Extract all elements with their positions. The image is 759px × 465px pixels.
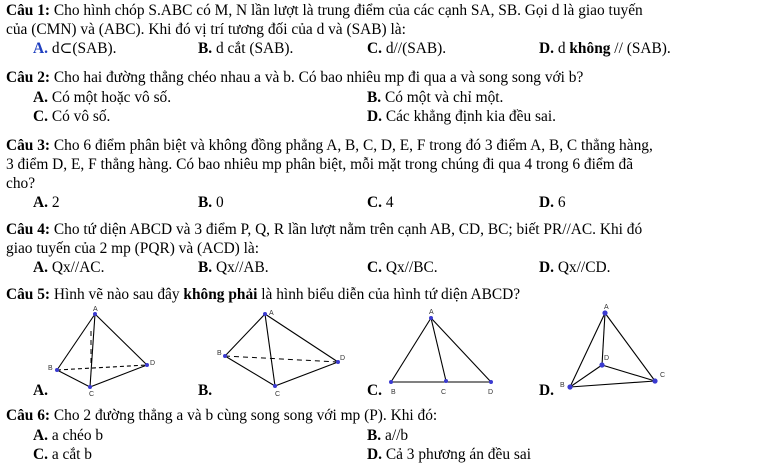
q1-stem-line1 (6, 2, 643, 20)
svg-text:C: C (441, 389, 447, 396)
q6-option-b[interactable]: B. a//b (367, 427, 409, 444)
svg-text:C: C (275, 391, 281, 398)
q4-text2: giao tuyến của 2 mp (PQR) và (ACD) là: (6, 240, 260, 257)
q2-label: Câu 2: (6, 69, 51, 86)
svg-text:D: D (150, 360, 156, 367)
q4-stem-line1: Câu 4: Cho tứ diện ABCD và 3 điểm P, Q, R lần lượt nằm trên cạnh AB, CD, BC; biết PR//AC. Khi đó (6, 221, 643, 238)
svg-text:D: D (604, 355, 610, 362)
q6-label: Câu 6: (6, 407, 51, 424)
q6-stem: Câu 6: Cho 2 đường thẳng a và b cùng song song với mp (P). Khi đó: (6, 407, 438, 424)
q5-option-d[interactable]: D. (539, 382, 554, 399)
q6-option-d[interactable]: D. Cả 3 phương án đều sai (367, 446, 531, 463)
q5-stem: Câu 5: Hình vẽ nào sau đây không phải là hình biểu diễn của hình tứ diện ABCD? (6, 286, 521, 303)
q2-option-b[interactable]: B. Có một và chỉ một. (367, 89, 504, 106)
svg-text:C: C (660, 372, 666, 379)
q1-label: Câu 1: (6, 2, 51, 19)
svg-text:B: B (48, 365, 53, 372)
q3-option-b[interactable]: B. 0 (198, 194, 224, 211)
q1-option-a[interactable]: A. d⊂(SAB). (33, 40, 117, 57)
svg-text:A: A (93, 306, 98, 313)
svg-text:D: D (488, 389, 494, 396)
q6-option-c[interactable]: C. a cắt b (33, 446, 92, 463)
tetrahedron-figure-c (381, 306, 521, 398)
svg-text:A: A (604, 304, 609, 311)
svg-text:B: B (560, 382, 565, 389)
tetrahedron-figure-b (213, 306, 353, 398)
q2-stem: Câu 2: Cho hai đường thẳng chéo nhau a và b. Có bao nhiêu mp đi qua a và song song với b? (6, 69, 584, 86)
q4-label: Câu 4: (6, 221, 51, 238)
q1-text2: của (CMN) và (ABC). Khi đó vị trí tương đối của d và (SAB) là: (6, 21, 406, 38)
svg-text:D: D (340, 355, 346, 362)
q3-option-a[interactable]: A. 2 (33, 194, 60, 211)
q2-option-d[interactable]: D. Các khẳng định kia đều sai. (367, 108, 556, 125)
q6-option-a[interactable]: A. a chéo b (33, 427, 104, 444)
q3-option-c[interactable]: C. 4 (367, 194, 394, 211)
tetrahedron-figure-a (45, 306, 165, 398)
q3-text3: cho? (6, 175, 36, 192)
q1-text1: Cho hình chóp S.ABC có M, N lần lượt là trung điểm của các cạnh SA, SB. Gọi d là giao tuyến (53, 2, 643, 19)
svg-text:C: C (89, 391, 95, 398)
q2-option-a[interactable]: A. Có một hoặc vô số. (33, 89, 172, 106)
q2-option-c[interactable]: C. Có vô số. (33, 108, 111, 125)
q1-option-d[interactable]: D. d không // (SAB). (539, 40, 671, 57)
q5-option-a[interactable]: A. (33, 382, 48, 399)
q1-option-c[interactable]: C. d//(SAB). (367, 40, 447, 57)
q3-label: Câu 3: (6, 137, 51, 154)
q3-text2: 3 điểm D, E, F thẳng hàng. Có bao nhiêu mp phân biệt, mỗi mặt trong chúng đi qua 4 trong 6 điểm đã (6, 156, 634, 173)
svg-text:A: A (429, 309, 434, 316)
q4-option-c[interactable]: C. Qx//BC. (367, 259, 438, 276)
q5-label: Câu 5: (6, 286, 51, 303)
q3-stem-line1: Câu 3: Cho 6 điểm phân biệt và không đồng phẳng A, B, C, D, E, F trong đó 3 điểm A, B, C thẳng hàng, (6, 137, 653, 154)
q4-option-d[interactable]: D. Qx//CD. (539, 259, 611, 276)
svg-text:B: B (217, 350, 222, 357)
q4-option-a[interactable]: A. Qx//AC. (33, 259, 105, 276)
svg-text:B: B (391, 389, 396, 396)
q3-option-d[interactable]: D. 6 (539, 194, 566, 211)
tetrahedron-figure-d (560, 303, 680, 398)
q1-option-b[interactable]: B. d cắt (SAB). (198, 40, 294, 57)
q5-option-c[interactable]: C. (367, 382, 382, 399)
q5-option-b[interactable]: B. (198, 382, 213, 399)
q4-option-b[interactable]: B. Qx//AB. (198, 259, 269, 276)
svg-text:A: A (269, 310, 274, 317)
